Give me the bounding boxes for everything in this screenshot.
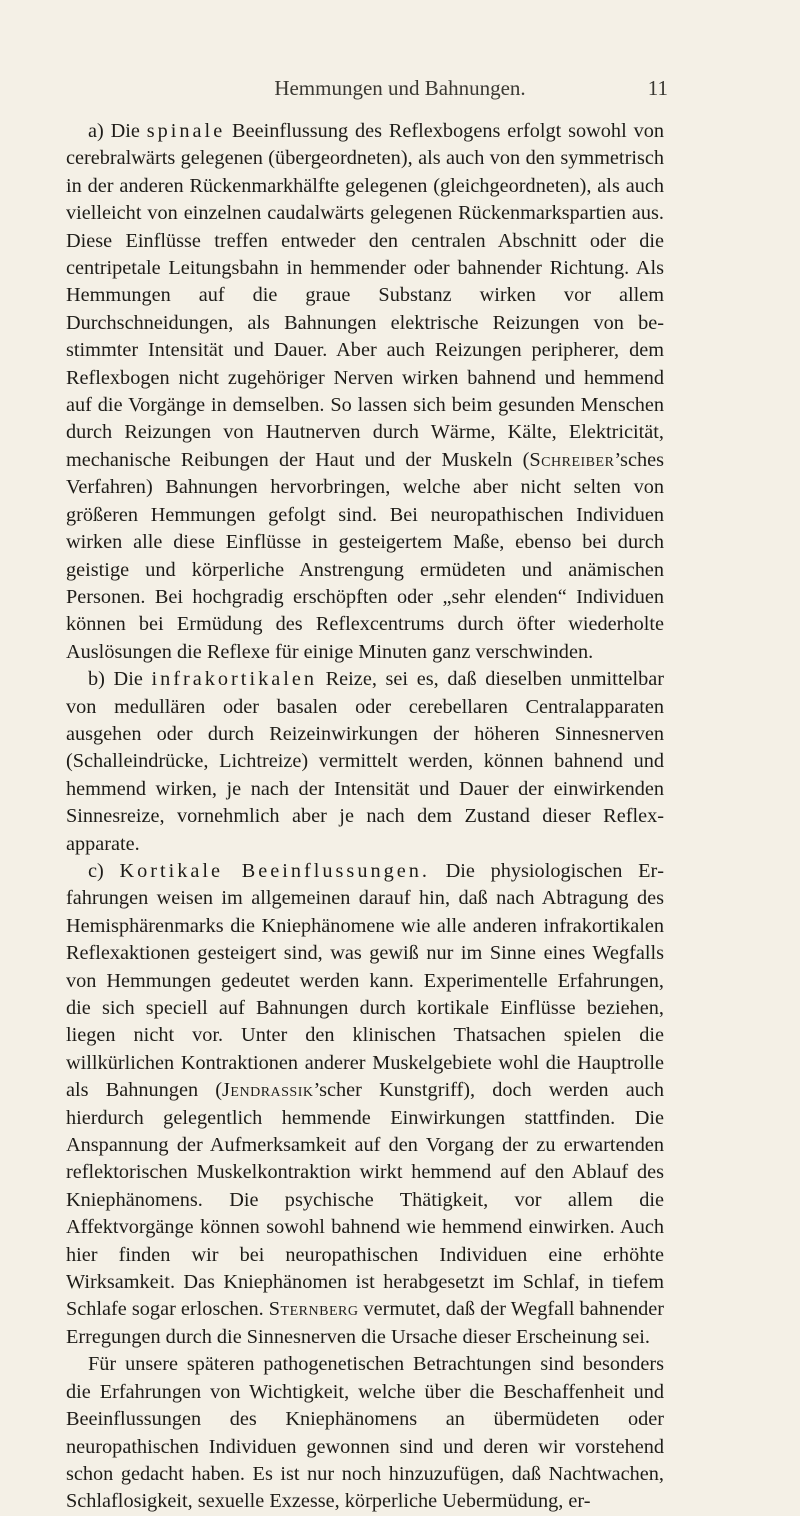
paragraph-closing <box>66 1351 664 1515</box>
running-title: Hemmungen und Bahnungen. <box>274 76 526 100</box>
paragraph-lead: b) Die <box>88 668 152 691</box>
paragraph-text-tail: ’sches Verfahren) Bahnungen hervorbringen, welche aber nicht selten von größeren Hemmungen gefolgt sind. Bei neuropathischen Individuen wirken alle diese Einflüsse in gesteigertem Maße, ebenso bei durch geistige und körperliche Anstrengung ermüdeten und anämischen Personen. Bei hochgradig erschöpften oder „sehr elenden“ Individuen können bei Ermüdung des Reflexcentrums durch öfter wiederholte Auslösungen die Reflexe für einige Minuten ganz verschwinden. <box>66 448 664 663</box>
emphasis-term: infrakortikalen <box>151 668 317 691</box>
author-name: Schreiber <box>529 448 615 471</box>
paragraph-text: Die physiologischen Erfahrungen weisen im allgemeinen darauf hin, daß nach Abtragung des Hemisphärenmarks die Kniephänomene wie alle anderen infrakortikalen Reflexaktionen gesteigert sind, was gewiß nur im Sinne eines Wegfalls von Hemmungen gedeutet werden kann. Experimentelle Erfahrungen, die sich speciell auf Bahnungen durch kortikale Einflüsse beziehen, liegen nicht vor. Unter den klinischen Thatsachen spielen die willkürlichen Kontraktionen anderer Muskelgebiete wohl die Hauptrolle als Bahnungen ( <box>66 859 664 1102</box>
paragraph-text: Beeinflussung des Reflexbogens erfolgt sowohl von cerebralwärts gelegenen (übergeordneten), als auch von den symmetrisch in der anderen Rückenmarkhälfte gelegenen (gleichgeordneten), als auch vielleicht von einzelnen caudalwärts gelegenen Rückenmarkspartien aus. Diese Einflüsse treffen entweder den centralen Abschnitt oder die centripetale Leitungsbahn in hemmender oder bahnender Richtung. Als Hemmungen auf die graue Substanz wirken vor allem Durchschneidungen, als Bahnungen elektrische Reizungen von bestimmter Intensität und Dauer. Aber auch Reizungen peripherer, dem Reflexbogen nicht zugehöriger Nerven wirken bahnend und hemmend auf die Vorgänge in demselben. So lassen sich beim gesunden Menschen durch Reizungen von Hautnerven durch Wärme, Kälte, Elektricität, mechanische Reibungen der Haut und der Muskeln ( <box>66 120 664 471</box>
author-name: Jendrassik <box>222 1079 314 1102</box>
paragraph-lead: a) Die <box>88 120 147 142</box>
page-header <box>0 76 800 106</box>
paragraph-c-cortical <box>66 858 664 1351</box>
paragraph-text-mid: ’scher Kunstgriff), doch werden auch hierdurch gelegentlich hemmende Einwirkungen stattfinden. Die Anspannung der Aufmerksamkeit auf den Vorgang der zu erwartenden reflektorischen Muskelkontraktion wirkt hemmend auf den Ablauf des Kniephänomens. Die psychische Thätigkeit, vor allem die Affektvorgänge können sowohl bahnend wie hemmend einwirken. Auch hier finden wir bei neuropathischen Individuen eine erhöhte Wirksamkeit. Das Kniephänomen ist herabgesetzt im Schlaf, in tiefem Schlafe sogar erloschen. <box>66 1079 664 1321</box>
paragraph-text-tail: vermutet, daß der Wegfall bahnender Erregungen durch die Sinnesnerven die Ursache dieser Erscheinung sei. <box>66 1298 664 1348</box>
author-name: Sternberg <box>268 1298 359 1321</box>
emphasis-term: Kortikale Beeinflussungen. <box>119 859 430 882</box>
page-number: 11 <box>647 76 668 100</box>
paragraph-b-infracortical <box>66 666 664 858</box>
paragraph-lead: c) <box>88 859 120 882</box>
paragraph-text: Reize, sei es, daß dieselben unmittelbar von medullären oder basalen oder cerebellaren Centralapparaten ausgehen oder durch Reizeinwirkungen der höheren Sinnesnerven (Schalleindrücke, Lichtreize) vermittelt werden, können bahnend und hemmend wirken, je nach der Intensität und Dauer der einwirkenden Sinnesreize, vornehmlich aber je nach dem Zustand dieser Reflexapparate. <box>66 668 664 855</box>
body-text <box>66 118 664 1516</box>
emphasis-term: spinale <box>146 120 226 142</box>
paragraph-text: Für unsere späteren pathogenetischen Betrachtungen sind besonders die Erfahrungen von Wichtigkeit, welche über die Beschaffenheit und Beeinflussungen des Kniephänomens an übermüdeten oder neuropathischen Individuen gewonnen sind und deren wir vorstehend schon gedacht haben. Es ist nur noch hinzuzufügen, daß Nachtwachen, Schlaflosigkeit, sexuelle Exzesse, körperliche Uebermüdung, er- <box>66 1353 664 1513</box>
paragraph-a-spinal <box>66 118 664 666</box>
